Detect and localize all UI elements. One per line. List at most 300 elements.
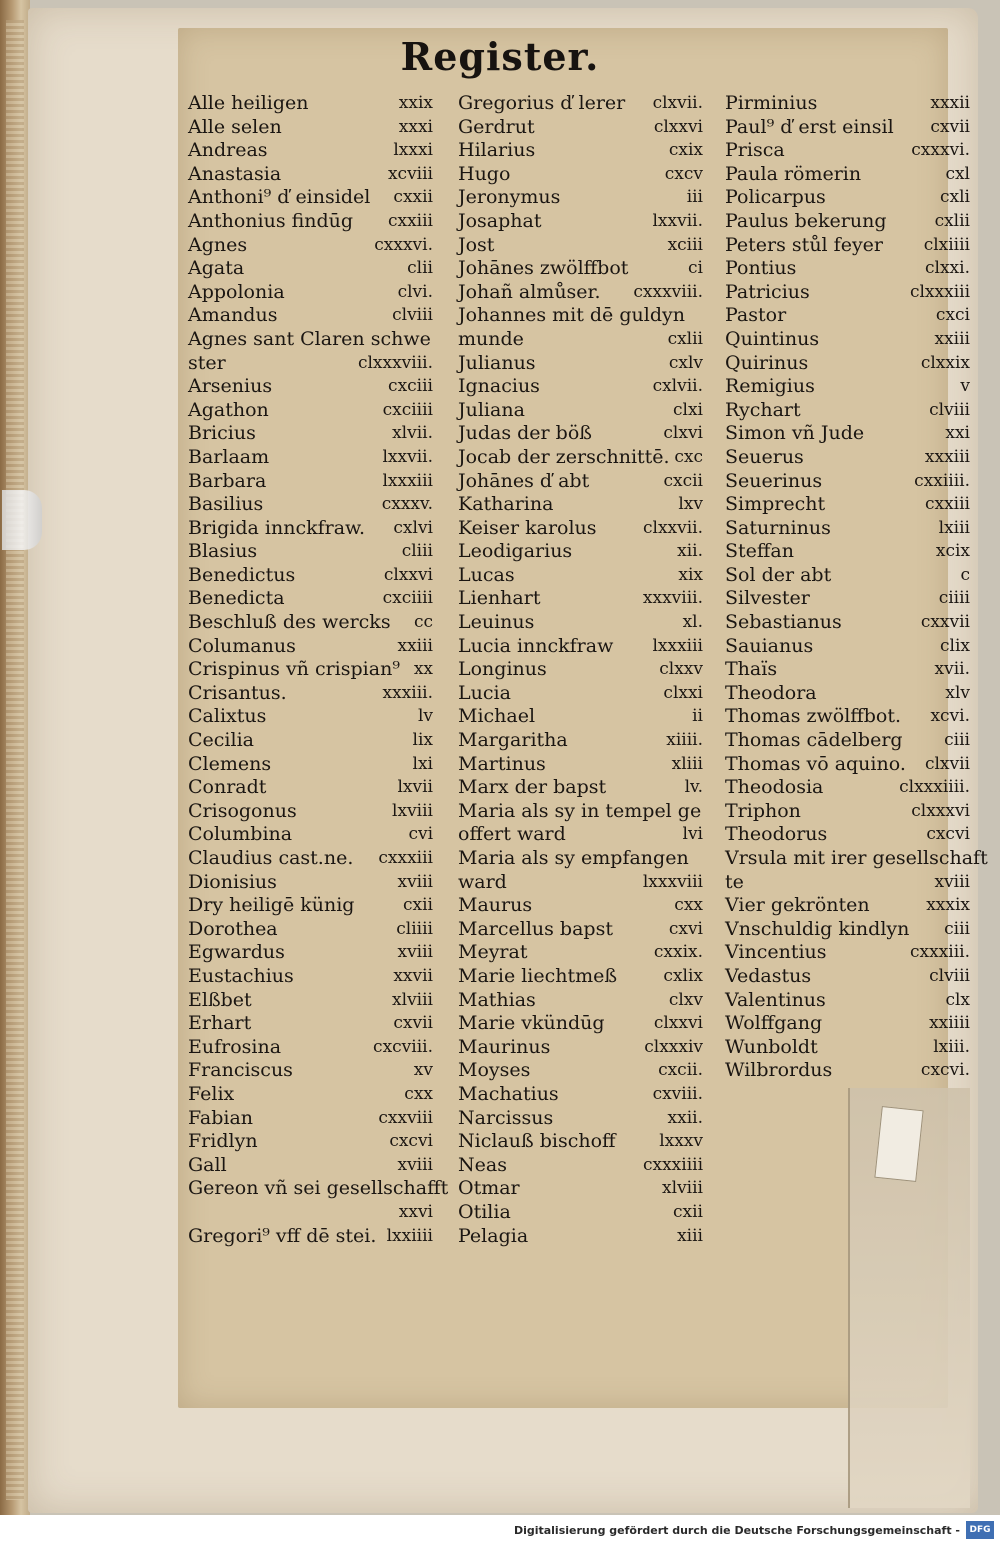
entry-folio: clxvii. xyxy=(652,93,703,113)
register-entry xyxy=(458,210,703,234)
entry-folio: lxiii. xyxy=(933,1036,970,1057)
register-entry xyxy=(725,446,970,470)
register-entry xyxy=(725,1012,970,1036)
entry-name: Jost xyxy=(458,233,495,256)
entry-name: Quirinus xyxy=(725,351,809,374)
entry-name: Paulus bekerung xyxy=(725,209,887,232)
register-entry xyxy=(458,493,703,517)
entry-name: Margaritha xyxy=(458,729,568,752)
entry-folio: clii xyxy=(407,258,433,279)
entry-folio: clxxi. xyxy=(925,258,970,279)
entry-name: Dionisius xyxy=(188,870,277,893)
entry-name: Steffan xyxy=(725,540,794,563)
register-entry xyxy=(458,894,703,918)
entry-folio: xl. xyxy=(682,612,703,633)
entry-name: Pelagia xyxy=(458,1224,529,1247)
entry-folio: cxxxvi. xyxy=(374,234,433,255)
entry-name: Katharina xyxy=(458,493,554,516)
entry-name: Franciscus xyxy=(188,1059,293,1082)
register-entry xyxy=(725,116,970,140)
register-entry xyxy=(458,705,703,729)
entry-folio: ciii xyxy=(944,918,970,939)
entry-folio: clxxxiii xyxy=(909,281,970,302)
register-entry xyxy=(188,989,433,1013)
register-entry xyxy=(458,941,703,965)
entry-folio: lv. xyxy=(684,777,703,798)
entry-name: Gereon vñ sei gesellschafft xyxy=(188,1177,449,1200)
entry-name: Vnschuldig kindlyn xyxy=(725,917,910,940)
entry-folio: lix xyxy=(412,730,433,751)
entry-name: Cecilia xyxy=(188,729,254,752)
entry-name: Conradt xyxy=(188,776,267,799)
register-entry xyxy=(188,871,433,895)
entry-folio: cxlii xyxy=(934,210,970,231)
entry-folio: clvi. xyxy=(397,281,433,302)
register-entry xyxy=(725,399,970,423)
entry-folio: xii. xyxy=(677,541,703,562)
entry-name: Maurus xyxy=(458,894,533,917)
register-entry xyxy=(188,564,433,588)
entry-folio: cxli xyxy=(940,187,970,208)
register-entry xyxy=(188,682,433,706)
entry-name: Marcellus bapst xyxy=(458,917,613,940)
entry-name: Basilius xyxy=(188,493,264,516)
register-entry xyxy=(188,965,433,989)
entry-folio: cxxxiiii xyxy=(642,1154,703,1175)
register-entry xyxy=(458,635,703,659)
entry-folio: lxvii xyxy=(397,777,433,798)
register-entry xyxy=(725,800,970,824)
entry-name: Keiser karolus xyxy=(458,516,597,539)
entry-name: Thaïs xyxy=(725,658,778,681)
entry-name: Fabian xyxy=(188,1106,254,1129)
register-entry xyxy=(458,611,703,635)
entry-name: Agnes sant Claren schwe xyxy=(188,327,431,350)
entry-name: Columanus xyxy=(188,634,296,657)
entry-name: Gregorius ď lerer xyxy=(458,92,626,114)
entry-name: Machatius xyxy=(458,1082,559,1105)
register-entry xyxy=(458,918,703,942)
entry-folio: ci xyxy=(688,258,703,279)
entry-folio: clxxi xyxy=(663,682,703,703)
register-entry xyxy=(725,1036,970,1060)
entry-folio: cxii xyxy=(403,895,433,916)
entry-folio: cxciiii xyxy=(382,399,433,420)
register-entry xyxy=(725,470,970,494)
register-entry xyxy=(458,446,703,470)
entry-folio: cxxiii xyxy=(387,210,433,231)
register-entry xyxy=(458,1154,703,1178)
register-entry xyxy=(188,1177,449,1201)
entry-folio: cxcviii. xyxy=(373,1036,433,1057)
entry-name: Pastor xyxy=(725,304,787,327)
entry-name: Otmar xyxy=(458,1177,520,1200)
entry-folio: v xyxy=(960,376,970,397)
entry-name: Alle heiligen xyxy=(188,92,309,114)
entry-name: Juliana xyxy=(458,398,525,421)
register-entry xyxy=(188,210,433,234)
entry-folio: clxxix xyxy=(920,352,970,373)
entry-name: Theodora xyxy=(725,681,817,704)
entry-folio: xxiii xyxy=(397,635,433,656)
register-entry xyxy=(725,375,970,399)
register-entry xyxy=(725,847,988,871)
entry-name: Ignacius xyxy=(458,375,540,398)
entry-folio: lxiii xyxy=(938,517,970,538)
entry-name: Appolonia xyxy=(188,280,285,303)
entry-name: Columbina xyxy=(188,823,293,846)
register-entry xyxy=(725,871,970,895)
register-entry xyxy=(188,446,433,470)
entry-folio: xiii xyxy=(677,1225,703,1246)
entry-folio: clxxvi xyxy=(653,1013,703,1034)
entry-name: Leodigarius xyxy=(458,540,573,563)
entry-folio: cxxxviii. xyxy=(633,281,703,302)
entry-name: Maria als sy in tempel ge xyxy=(458,799,702,822)
register-entry xyxy=(458,1012,703,1036)
register-entry xyxy=(458,658,703,682)
entry-name: Hilarius xyxy=(458,139,536,162)
entry-name: Egwardus xyxy=(188,941,285,964)
register-entry xyxy=(458,682,703,706)
entry-name: Patricius xyxy=(725,280,810,303)
register-entry xyxy=(188,1083,433,1107)
entry-name: Hugo xyxy=(458,162,511,185)
register-entry xyxy=(188,1012,433,1036)
register-entry xyxy=(725,989,970,1013)
entry-name: Judas der böß xyxy=(458,422,592,445)
entry-folio: xviii xyxy=(397,1154,433,1175)
entry-name: Mathias xyxy=(458,988,536,1011)
entry-name: Valentinus xyxy=(725,988,826,1011)
entry-name: Dorothea xyxy=(188,917,278,940)
register-entry xyxy=(725,705,970,729)
entry-name: Calixtus xyxy=(188,705,267,728)
entry-folio: cxcii. xyxy=(658,1060,703,1081)
entry-folio: clxiiii xyxy=(923,234,970,255)
entry-folio: clxxvi xyxy=(653,116,703,137)
register-entry xyxy=(458,281,703,305)
entry-folio: lxviii xyxy=(392,800,433,821)
register-column-1 xyxy=(188,92,449,1248)
entry-name: Erhart xyxy=(188,1012,252,1035)
entry-folio: xlvii. xyxy=(392,423,433,444)
entry-name: Amandus xyxy=(188,304,278,327)
register-entry xyxy=(458,116,703,140)
entry-name: Seuerinus xyxy=(725,469,823,492)
entry-folio: lxxxi xyxy=(393,140,433,161)
register-entry xyxy=(725,540,970,564)
entry-name: Marie vkündūg xyxy=(458,1012,605,1035)
entry-name: Benedicta xyxy=(188,587,285,610)
entry-folio: xxiii xyxy=(934,328,970,349)
entry-name: Lucas xyxy=(458,563,515,586)
entry-name: Lucia innckfraw xyxy=(458,634,614,657)
register-entry xyxy=(725,422,970,446)
entry-name: Elßbet xyxy=(188,988,252,1011)
entry-folio: cxx xyxy=(674,895,703,916)
footer-credit: Digitalisierung gefördert durch die Deutsche Forschungsgemeinschaft - xyxy=(513,1524,960,1537)
entry-name: Anastasia xyxy=(188,162,282,185)
entry-name: Vrsula mit irer gesellschaft xyxy=(725,847,988,869)
entry-name: Moyses xyxy=(458,1059,531,1082)
entry-name: Meyrat xyxy=(458,941,528,964)
register-entry xyxy=(188,1130,433,1154)
entry-name: Vedastus xyxy=(725,964,812,987)
register-entry xyxy=(725,658,970,682)
entry-name: Vincentius xyxy=(725,941,827,964)
register-entry xyxy=(188,517,433,541)
paper-tear xyxy=(874,1106,923,1182)
entry-folio: xxiiii xyxy=(929,1013,970,1034)
entry-name: Gall xyxy=(188,1153,227,1176)
entry-name: Lienhart xyxy=(458,587,541,610)
register-entry xyxy=(458,1083,703,1107)
entry-folio: lxxxviii xyxy=(642,871,703,892)
entry-folio: cc xyxy=(413,612,433,633)
entry-folio: ciii xyxy=(944,730,970,751)
register-entry xyxy=(725,682,970,706)
entry-name: munde xyxy=(458,327,524,350)
register-column-3 xyxy=(725,92,988,1083)
entry-folio: cxciii xyxy=(388,376,433,397)
register-entry xyxy=(725,635,970,659)
entry-name: Jocab der zerschnittē. xyxy=(458,445,670,468)
entry-folio: cxviii. xyxy=(652,1083,703,1104)
register-entry xyxy=(188,753,433,777)
register-entry xyxy=(188,1059,433,1083)
entry-name: Anthoni⁹ ď einsidel xyxy=(188,186,371,209)
entry-folio: xcix xyxy=(935,541,970,562)
entry-name: Agnes xyxy=(188,233,248,256)
entry-folio: cxcvi xyxy=(926,824,970,845)
entry-folio: c xyxy=(960,564,970,585)
entry-name: Benedictus xyxy=(188,563,296,586)
register-entry xyxy=(458,776,703,800)
register-entry xyxy=(725,776,970,800)
register-entry xyxy=(725,186,970,210)
register-entry xyxy=(458,257,703,281)
entry-folio: xlviii xyxy=(662,1178,703,1199)
register-entry xyxy=(725,139,970,163)
entry-name: Gerdrut xyxy=(458,115,535,138)
register-entry xyxy=(188,281,433,305)
register-entry xyxy=(188,163,433,187)
entry-folio: xxxiii. xyxy=(382,682,433,703)
register-entry xyxy=(458,399,703,423)
register-entry xyxy=(458,375,703,399)
entry-folio: xxix xyxy=(398,93,433,113)
register-entry xyxy=(188,116,433,140)
entry-folio: cxxii xyxy=(393,187,433,208)
entry-folio: xcvi. xyxy=(930,706,970,727)
footer-bar xyxy=(0,1515,1000,1547)
register-entry xyxy=(458,1177,703,1201)
entry-folio: lxxxiii xyxy=(382,470,433,491)
entry-folio: cxci xyxy=(935,305,970,326)
entry-folio: cliii xyxy=(401,541,433,562)
register-entry xyxy=(188,1036,433,1060)
register-entry xyxy=(725,611,970,635)
entry-folio: clxvi xyxy=(663,423,703,444)
register-entry xyxy=(458,139,703,163)
register-entry xyxy=(725,328,970,352)
entry-name: Paula römerin xyxy=(725,162,862,185)
entry-folio: clxxxvi xyxy=(911,800,970,821)
entry-name: Remigius xyxy=(725,375,815,398)
entry-folio: ii xyxy=(692,706,703,727)
entry-name: Arsenius xyxy=(188,375,273,398)
entry-name: Gregori⁹ vff dē stei. xyxy=(188,1224,377,1247)
entry-folio: clxi xyxy=(673,399,703,420)
register-entry xyxy=(188,375,433,399)
entry-folio: xxxviii. xyxy=(642,588,703,609)
entry-name: Maria als sy empfangen xyxy=(458,847,689,869)
entry-name: Fridlyn xyxy=(188,1130,258,1153)
entry-folio: clviii xyxy=(929,399,970,420)
register-entry xyxy=(458,1225,703,1249)
entry-name: Barlaam xyxy=(188,445,270,468)
entry-name: Thomas vō aquino. xyxy=(725,752,906,775)
entry-folio: xv xyxy=(413,1060,433,1081)
entry-folio: lxxvii. xyxy=(382,446,433,467)
entry-folio: cxxiii xyxy=(924,494,970,515)
entry-name: offert ward xyxy=(458,823,566,846)
register-entry xyxy=(188,918,433,942)
register-entry xyxy=(188,493,433,517)
entry-folio: cxlvii. xyxy=(652,376,703,397)
entry-name: Bricius xyxy=(188,422,256,445)
entry-folio: cxxxiii xyxy=(378,848,433,868)
register-entry xyxy=(725,493,970,517)
entry-folio: cxcvi. xyxy=(920,1060,970,1081)
register-entry xyxy=(458,517,703,541)
register-entry xyxy=(725,1059,970,1083)
register-entry xyxy=(458,1130,703,1154)
entry-name: Thomas zwölffbot. xyxy=(725,705,902,728)
entry-folio: xxxii xyxy=(930,93,970,113)
register-entry xyxy=(188,1107,433,1131)
register-entry xyxy=(188,139,433,163)
entry-folio: clxxxiv xyxy=(644,1036,703,1057)
register-entry xyxy=(458,1201,703,1225)
register-entry xyxy=(725,234,970,258)
entry-folio: cxlii xyxy=(667,328,703,349)
register-entry xyxy=(725,918,970,942)
entry-folio: cxl xyxy=(945,163,970,184)
register-entry xyxy=(188,257,433,281)
register-entry xyxy=(458,304,703,328)
entry-folio: clxxxiiii. xyxy=(899,777,970,798)
entry-name: Johānes ď abt xyxy=(458,469,590,492)
entry-name: Johañ almůser. xyxy=(458,280,601,303)
entry-name: Maurinus xyxy=(458,1035,551,1058)
entry-name: Silvester xyxy=(725,587,810,610)
register-entry xyxy=(725,753,970,777)
entry-name: Pirminius xyxy=(725,92,818,114)
entry-name: Vier gekrönten xyxy=(725,894,870,917)
entry-name: Martinus xyxy=(458,752,546,775)
entry-folio: xlviii xyxy=(392,989,433,1010)
entry-folio: clxxvii. xyxy=(642,517,703,538)
register-entry xyxy=(458,800,703,824)
register-entry xyxy=(188,1225,433,1249)
entry-name: Wolffgang xyxy=(725,1012,823,1035)
register-entry xyxy=(725,210,970,234)
entry-folio: cxxvii xyxy=(920,612,970,633)
entry-folio: xciii xyxy=(667,234,703,255)
register-entry xyxy=(188,611,433,635)
entry-folio: xix xyxy=(678,564,703,585)
entry-folio: lxi xyxy=(412,753,433,774)
entry-folio: cxvi xyxy=(668,918,703,939)
entry-folio: cxlv xyxy=(668,352,703,373)
entry-name: Julianus xyxy=(458,351,536,374)
entry-name: Seuerus xyxy=(725,445,804,468)
entry-name: ster xyxy=(188,351,226,374)
entry-name: Rychart xyxy=(725,398,801,421)
dfg-logo-icon: DFG xyxy=(966,1521,994,1539)
register-entry xyxy=(725,304,970,328)
entry-name: Blasius xyxy=(188,540,258,563)
entry-folio: xiiii. xyxy=(666,730,703,751)
entry-name: Narcissus xyxy=(458,1106,554,1129)
entry-name: Pontius xyxy=(725,257,797,280)
register-entry xyxy=(188,1201,433,1225)
entry-name: Alle selen xyxy=(188,115,282,138)
entry-folio: clviii xyxy=(929,965,970,986)
entry-name: Triphon xyxy=(725,799,801,822)
entry-folio: cxcvi xyxy=(389,1131,433,1152)
entry-folio: cvi xyxy=(408,824,433,845)
entry-name: Quintinus xyxy=(725,327,820,350)
entry-name: Crisantus. xyxy=(188,681,287,704)
register-entry xyxy=(188,776,433,800)
entry-name: Crispinus vñ crispian⁹ xyxy=(188,658,400,681)
register-entry xyxy=(725,729,970,753)
register-entry xyxy=(458,1059,703,1083)
register-entry xyxy=(725,941,970,965)
entry-name: Prisca xyxy=(725,139,785,162)
entry-folio: cxxxiii. xyxy=(910,942,970,963)
entry-folio: cxc xyxy=(674,446,703,467)
entry-name: Wunboldt xyxy=(725,1035,818,1058)
entry-folio: xxxiii xyxy=(924,446,970,467)
entry-folio: xxvii xyxy=(393,965,433,986)
clasp-clip xyxy=(2,490,42,550)
entry-folio: clxxvi xyxy=(383,564,433,585)
register-entry xyxy=(725,517,970,541)
register-entry xyxy=(458,422,703,446)
entry-name: Eufrosina xyxy=(188,1035,282,1058)
entry-folio: xxxix xyxy=(926,895,970,916)
entry-name: Jeronymus xyxy=(458,186,561,209)
register-entry xyxy=(725,564,970,588)
entry-name: Neas xyxy=(458,1153,507,1176)
register-entry xyxy=(188,705,433,729)
entry-name: Dry heiligē künig xyxy=(188,894,355,917)
entry-name: Saturninus xyxy=(725,516,831,539)
register-entry xyxy=(458,847,703,871)
register-entry xyxy=(725,352,970,376)
entry-folio: xcviii xyxy=(387,163,433,184)
entry-name: Simprecht xyxy=(725,493,826,516)
entry-folio: lxxvii. xyxy=(652,210,703,231)
register-entry xyxy=(188,729,433,753)
entry-name: Marie liechtmeß xyxy=(458,964,618,987)
register-entry xyxy=(458,328,703,352)
register-entry xyxy=(458,587,703,611)
